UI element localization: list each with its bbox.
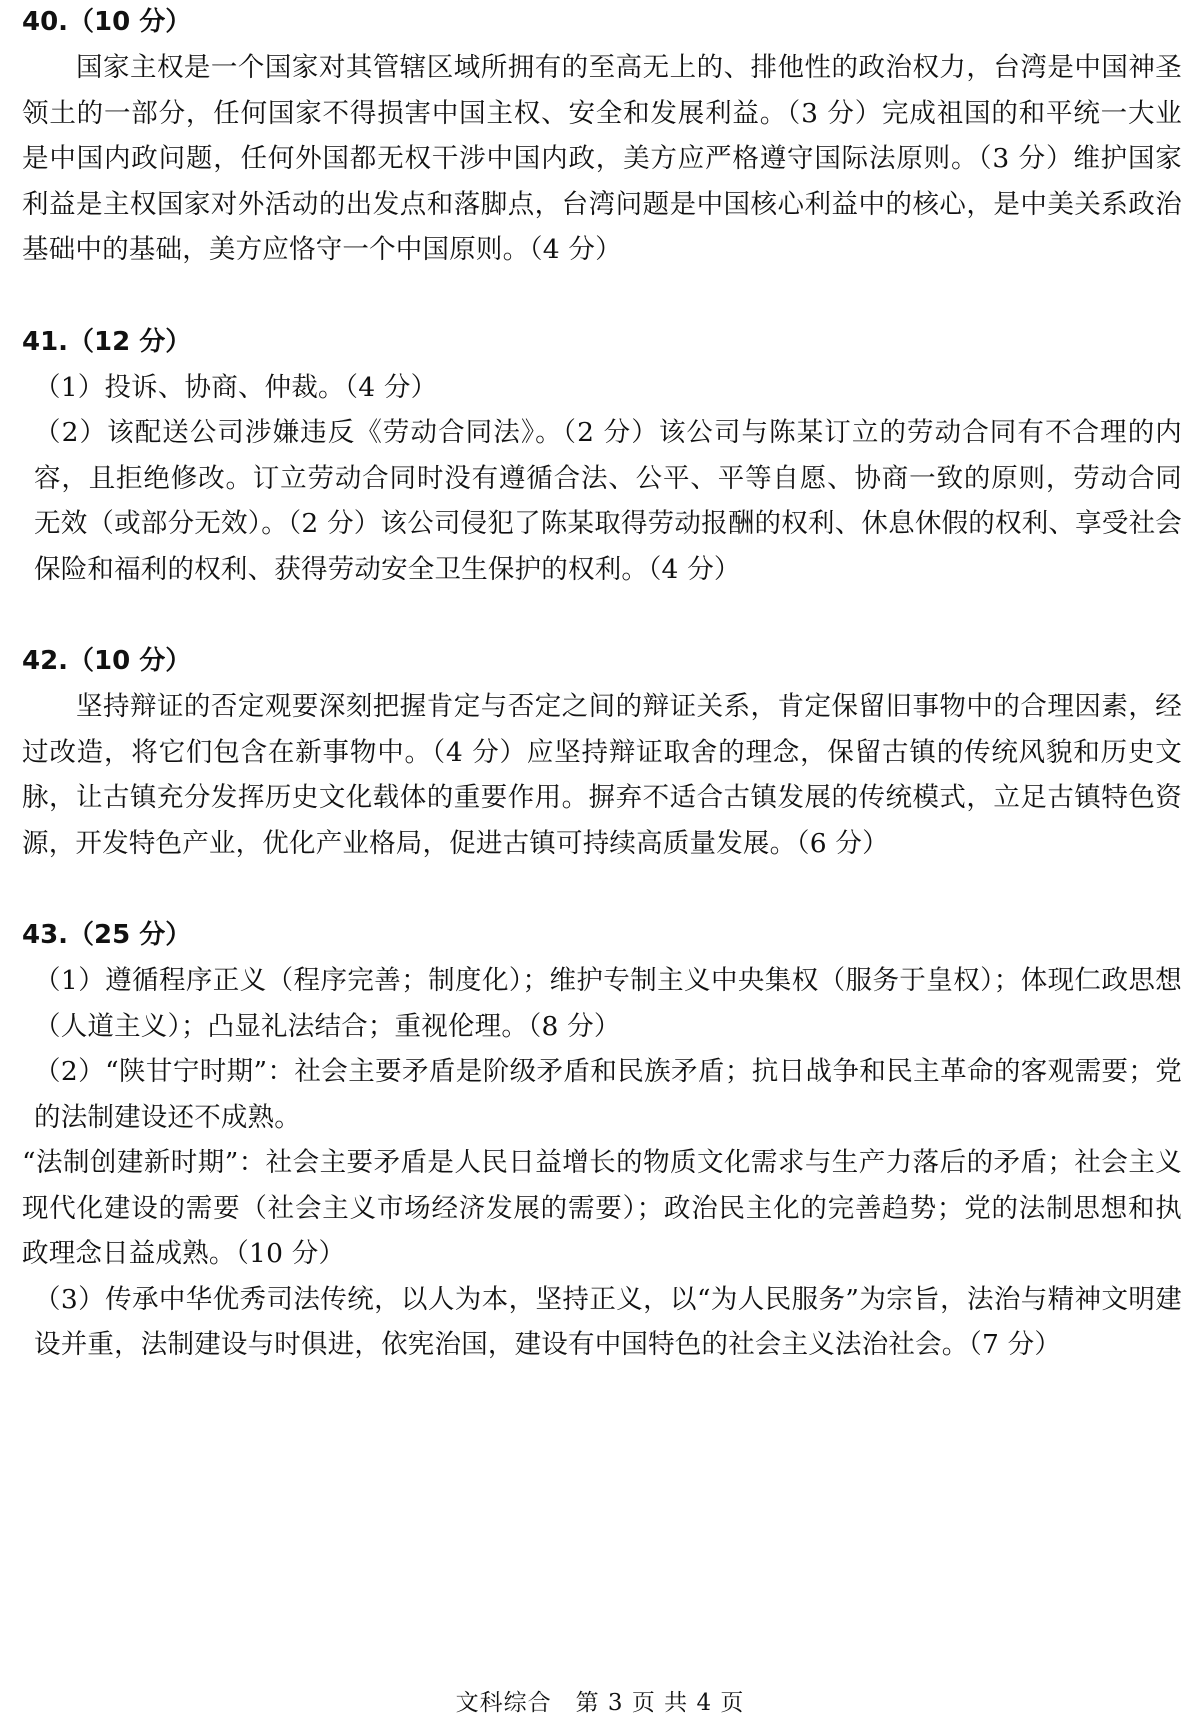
question-41-part-1: （1）投诉、协商、仲裁。（4 分） (34, 371, 438, 403)
question-43-part-2b: “法制创建新时期”：社会主要矛盾是人民日益增长的物质文化需求与生产力落后的矛盾；社会主义现代化建设的需要（社会主义市场经济发展的需要）；政治民主化的完善趋势；党的法制思想和执政理念日益成熟。（10 分） (22, 1147, 1182, 1269)
question-40 (22, 0, 1182, 273)
section-spacer (22, 592, 1182, 639)
answer-page (22, 0, 1182, 1368)
question-42-heading: 42.（10 分） (22, 646, 192, 676)
question-42 (22, 639, 1182, 866)
question-43-part-1: （1）遵循程序正义（程序完善；制度化）；维护专制主义中央集权（服务于皇权）；体现仁政思想（人道主义）；凸显礼法结合；重视伦理。（8 分） (34, 965, 1182, 1042)
question-43 (22, 913, 1182, 1368)
question-40-heading: 40.（10 分） (22, 7, 192, 37)
question-41 (22, 320, 1182, 593)
question-41-heading: 41.（12 分） (22, 326, 192, 357)
question-43-part-3: （3）传承中华优秀司法传统，以人为本，坚持正义，以“为人民服务”为宗旨，法治与精神文明建设并重，法制建设与时俱进，依宪治国，建设有中国特色的社会主义法治社会。（7 分） (34, 1283, 1182, 1360)
question-40-answer: 国家主权是一个国家对其管辖区域所拥有的至高无上的、排他性的政治权力，台湾是中国神圣领土的一部分，任何国家不得损害中国主权、安全和发展利益。（3 分）完成祖国的和平统一大业是中国内政问题，任何外国都无权干涉中国内政，美方应严格遵守国际法原则。（3 分）维护国家利益是主权国家对外活动的出发点和落脚点，台湾问题是中国核心利益中的核心，是中美关系政治基础中的基础，美方应恪守一个中国原则。（4 分） (22, 52, 1182, 265)
question-43-part-2a: （2）“陕甘宁时期”：社会主要矛盾是阶级矛盾和民族矛盾；抗日战争和民主革命的客观需要；党的法制建设还不成熟。 (34, 1056, 1182, 1133)
section-spacer (22, 273, 1182, 320)
section-spacer (22, 866, 1182, 913)
page-footer: 文科综合 第 3 页 共 4 页 (455, 1690, 745, 1716)
question-41-part-2: （2）该配送公司涉嫌违反《劳动合同法》。（2 分）该公司与陈某订立的劳动合同有不合理的内容，且拒绝修改。订立劳动合同时没有遵循合法、公平、平等自愿、协商一致的原则，劳动合同无效（或部分无效）。（2 分）该公司侵犯了陈某取得劳动报酬的权利、休息休假的权利、享受社会保险和福利的权利、获得劳动安全卫生保护的权利。（4 分） (34, 417, 1182, 585)
question-43-heading: 43.（25 分） (22, 920, 192, 950)
question-42-answer: 坚持辩证的否定观要深刻把握肯定与否定之间的辩证关系，肯定保留旧事物中的合理因素，经过改造，将它们包含在新事物中。（4 分）应坚持辩证取舍的理念，保留古镇的传统风貌和历史文脉，让古镇充分发挥历史文化载体的重要作用。摒弃不适合古镇发展的传统模式，立足古镇特色资源，开发特色产业，优化产业格局，促进古镇可持续高质量发展。（6 分） (22, 691, 1182, 859)
